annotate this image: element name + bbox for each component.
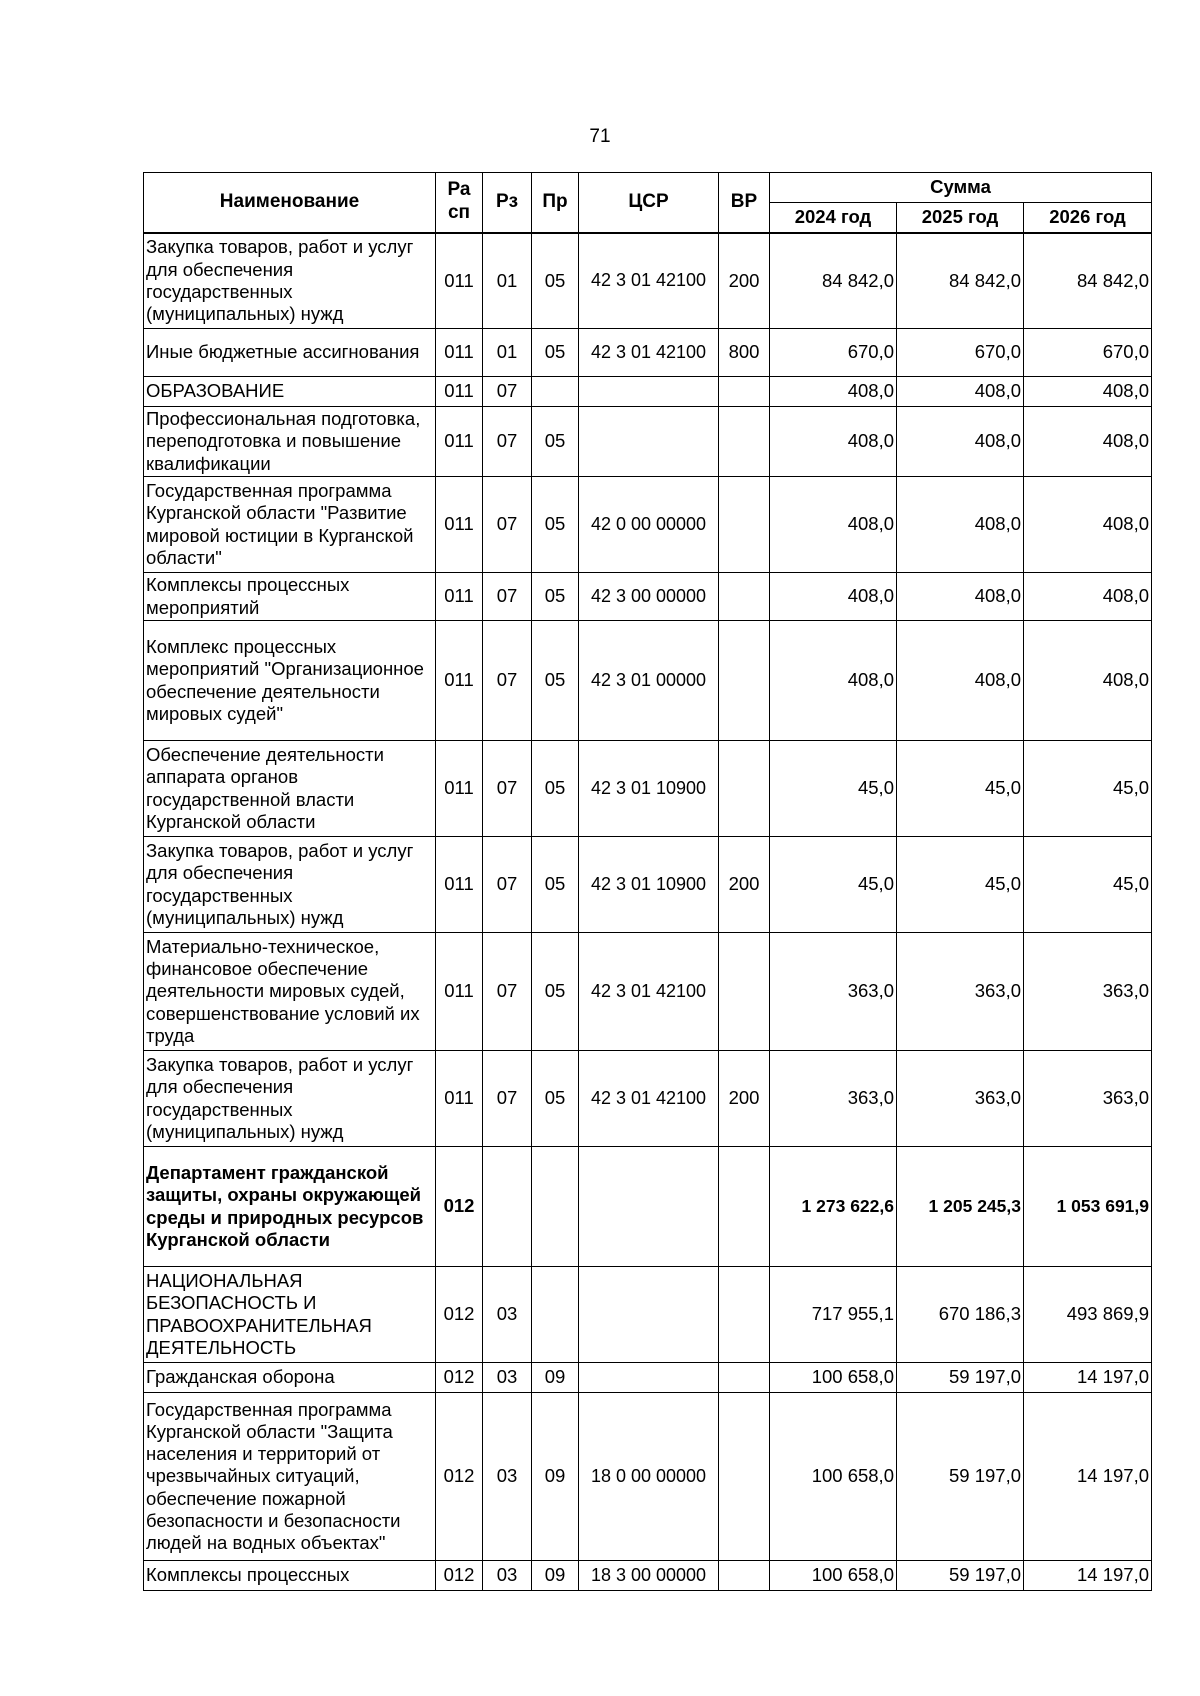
row-csr [579, 1363, 719, 1393]
row-csr: 42 3 01 42100 [579, 933, 719, 1051]
row-sum-2026: 14 197,0 [1024, 1363, 1152, 1393]
row-sum-2024: 408,0 [770, 621, 897, 741]
row-name: ОБРАЗОВАНИЕ [144, 377, 436, 407]
header-vr: ВР [719, 173, 770, 233]
row-name: Иные бюджетные ассигнования [144, 329, 436, 377]
row-sum-2024: 100 658,0 [770, 1393, 897, 1561]
row-sum-2026: 84 842,0 [1024, 233, 1152, 329]
row-sum-2024: 100 658,0 [770, 1363, 897, 1393]
row-sum-2025: 408,0 [897, 621, 1024, 741]
row-csr: 42 3 01 10900 [579, 741, 719, 837]
row-rz: 03 [483, 1561, 532, 1591]
row-name: Государственная программа Курганской области "Развитие мировой юстиции в Курганской области" [144, 477, 436, 573]
row-rasp: 012 [436, 1393, 483, 1561]
row-rz: 07 [483, 741, 532, 837]
row-pr: 05 [532, 933, 579, 1051]
row-pr [532, 1267, 579, 1363]
row-rz: 03 [483, 1363, 532, 1393]
row-csr: 42 3 01 10900 [579, 837, 719, 933]
row-sum-2025: 84 842,0 [897, 233, 1024, 329]
header-rasp [436, 173, 483, 233]
header-pr: Пр [532, 173, 579, 233]
row-csr: 42 0 00 00000 [579, 477, 719, 573]
row-sum-2025: 670,0 [897, 329, 1024, 377]
table-row [144, 233, 1152, 329]
row-vr: 200 [719, 1051, 770, 1147]
row-rasp: 012 [436, 1363, 483, 1393]
row-rasp: 011 [436, 233, 483, 329]
row-name: Комплексы процессных [144, 1561, 436, 1591]
table-row [144, 573, 1152, 621]
table-row [144, 377, 1152, 407]
row-pr [532, 377, 579, 407]
row-rz: 07 [483, 407, 532, 477]
row-sum-2025: 670 186,3 [897, 1267, 1024, 1363]
row-vr [719, 407, 770, 477]
row-pr: 05 [532, 573, 579, 621]
row-sum-2026: 14 197,0 [1024, 1561, 1152, 1591]
table-body [144, 233, 1152, 1591]
row-pr: 05 [532, 233, 579, 329]
row-pr: 05 [532, 1051, 579, 1147]
row-sum-2024: 45,0 [770, 741, 897, 837]
row-rasp: 011 [436, 1051, 483, 1147]
header-year-2026: 2026 год [1024, 203, 1152, 233]
row-csr: 42 3 01 42100 [579, 233, 719, 329]
header-name: Наименование [144, 173, 436, 233]
row-rz: 07 [483, 837, 532, 933]
row-sum-2025: 363,0 [897, 933, 1024, 1051]
row-name: Профессиональная подготовка, переподготовка и повышение квалификации [144, 407, 436, 477]
row-csr: 42 3 01 42100 [579, 1051, 719, 1147]
table-row [144, 1561, 1152, 1591]
row-rz: 07 [483, 1051, 532, 1147]
row-sum-2024: 84 842,0 [770, 233, 897, 329]
table-header [144, 173, 1152, 233]
row-name: Закупка товаров, работ и услуг для обеспечения государственных (муниципальных) нужд [144, 837, 436, 933]
row-vr [719, 1561, 770, 1591]
row-sum-2026: 408,0 [1024, 477, 1152, 573]
row-sum-2026: 408,0 [1024, 621, 1152, 741]
row-csr [579, 377, 719, 407]
row-vr [719, 933, 770, 1051]
row-csr: 18 0 00 00000 [579, 1393, 719, 1561]
row-rasp: 012 [436, 1147, 483, 1267]
row-sum-2024: 1 273 622,6 [770, 1147, 897, 1267]
row-vr [719, 621, 770, 741]
row-rz: 03 [483, 1267, 532, 1363]
row-vr [719, 1363, 770, 1393]
row-vr [719, 573, 770, 621]
row-sum-2026: 14 197,0 [1024, 1393, 1152, 1561]
row-name: Гражданская оборона [144, 1363, 436, 1393]
row-rasp: 011 [436, 407, 483, 477]
header-rasp-line2: сп [447, 202, 471, 224]
row-vr [719, 477, 770, 573]
row-vr [719, 1267, 770, 1363]
header-rz: Рз [483, 173, 532, 233]
row-vr: 800 [719, 329, 770, 377]
header-rasp-line1: Ра [447, 179, 471, 201]
row-rasp: 011 [436, 477, 483, 573]
row-rasp: 011 [436, 573, 483, 621]
row-vr [719, 1393, 770, 1561]
row-pr: 05 [532, 621, 579, 741]
table-row [144, 407, 1152, 477]
table-row [144, 1267, 1152, 1363]
row-name: Комплекс процессных мероприятий "Организационное обеспечение деятельности мировых судей" [144, 621, 436, 741]
table-row [144, 1147, 1152, 1267]
row-name: Закупка товаров, работ и услуг для обеспечения государственных (муниципальных) нужд [144, 1051, 436, 1147]
row-pr: 05 [532, 407, 579, 477]
header-sum: Сумма [770, 173, 1152, 203]
row-sum-2025: 408,0 [897, 477, 1024, 573]
row-rasp: 012 [436, 1561, 483, 1591]
row-rz: 07 [483, 477, 532, 573]
row-name: Закупка товаров, работ и услуг для обеспечения государственных (муниципальных) нужд [144, 233, 436, 329]
row-pr [532, 1147, 579, 1267]
row-rasp: 011 [436, 741, 483, 837]
row-sum-2024: 45,0 [770, 837, 897, 933]
row-sum-2025: 408,0 [897, 377, 1024, 407]
row-pr: 09 [532, 1393, 579, 1561]
row-sum-2026: 408,0 [1024, 573, 1152, 621]
row-sum-2025: 59 197,0 [897, 1363, 1024, 1393]
row-name: Материально-техническое, финансовое обеспечение деятельности мировых судей, совершенствование условий их труда [144, 933, 436, 1051]
row-pr: 09 [532, 1561, 579, 1591]
table-row [144, 621, 1152, 741]
row-sum-2024: 408,0 [770, 407, 897, 477]
row-sum-2026: 45,0 [1024, 837, 1152, 933]
row-rasp: 012 [436, 1267, 483, 1363]
row-sum-2026: 408,0 [1024, 407, 1152, 477]
row-rasp: 011 [436, 329, 483, 377]
row-sum-2026: 363,0 [1024, 933, 1152, 1051]
header-csr: ЦСР [579, 173, 719, 233]
row-vr: 200 [719, 837, 770, 933]
row-rz: 07 [483, 621, 532, 741]
row-rasp: 011 [436, 377, 483, 407]
table-row [144, 329, 1152, 377]
row-rz: 01 [483, 329, 532, 377]
row-rasp: 011 [436, 933, 483, 1051]
row-name: Департамент гражданской защиты, охраны окружающей среды и природных ресурсов Курганской области [144, 1147, 436, 1267]
row-sum-2024: 408,0 [770, 377, 897, 407]
row-rz [483, 1147, 532, 1267]
row-pr: 05 [532, 477, 579, 573]
row-sum-2026: 1 053 691,9 [1024, 1147, 1152, 1267]
row-sum-2026: 670,0 [1024, 329, 1152, 377]
row-csr: 42 3 01 00000 [579, 621, 719, 741]
row-sum-2026: 493 869,9 [1024, 1267, 1152, 1363]
row-csr [579, 1267, 719, 1363]
row-rz: 07 [483, 933, 532, 1051]
page-number: 71 [589, 126, 611, 147]
row-pr: 05 [532, 837, 579, 933]
table-row [144, 741, 1152, 837]
row-vr [719, 741, 770, 837]
row-name: Обеспечение деятельности аппарата органов государственной власти Курганской области [144, 741, 436, 837]
row-vr: 200 [719, 233, 770, 329]
row-rz: 01 [483, 233, 532, 329]
row-sum-2024: 363,0 [770, 933, 897, 1051]
row-name: НАЦИОНАЛЬНАЯ БЕЗОПАСНОСТЬ И ПРАВООХРАНИТЕЛЬНАЯ ДЕЯТЕЛЬНОСТЬ [144, 1267, 436, 1363]
row-sum-2024: 670,0 [770, 329, 897, 377]
row-sum-2026: 45,0 [1024, 741, 1152, 837]
header-year-2024: 2024 год [770, 203, 897, 233]
row-sum-2025: 1 205 245,3 [897, 1147, 1024, 1267]
row-name: Комплексы процессных мероприятий [144, 573, 436, 621]
row-sum-2025: 59 197,0 [897, 1561, 1024, 1591]
table-row [144, 1363, 1152, 1393]
row-name: Государственная программа Курганской области "Защита населения и территорий от чрезвычайных ситуаций, обеспечение пожарной безопасности и безопасности людей на водных объектах" [144, 1393, 436, 1561]
row-sum-2024: 100 658,0 [770, 1561, 897, 1591]
table-row [144, 1051, 1152, 1147]
row-pr: 05 [532, 329, 579, 377]
row-rz: 03 [483, 1393, 532, 1561]
row-csr: 42 3 00 00000 [579, 573, 719, 621]
row-vr [719, 377, 770, 407]
row-vr [719, 1147, 770, 1267]
row-rz: 07 [483, 573, 532, 621]
row-csr: 18 3 00 00000 [579, 1561, 719, 1591]
table-row [144, 933, 1152, 1051]
row-csr [579, 1147, 719, 1267]
row-csr [579, 407, 719, 477]
row-sum-2024: 408,0 [770, 573, 897, 621]
row-sum-2025: 363,0 [897, 1051, 1024, 1147]
row-pr: 09 [532, 1363, 579, 1393]
row-sum-2025: 45,0 [897, 741, 1024, 837]
table-row [144, 477, 1152, 573]
row-rz: 07 [483, 377, 532, 407]
row-rasp: 011 [436, 837, 483, 933]
table-row [144, 1393, 1152, 1561]
row-sum-2024: 717 955,1 [770, 1267, 897, 1363]
budget-table [143, 172, 1152, 1591]
row-csr: 42 3 01 42100 [579, 329, 719, 377]
row-sum-2025: 45,0 [897, 837, 1024, 933]
table-row [144, 837, 1152, 933]
row-sum-2025: 408,0 [897, 407, 1024, 477]
row-sum-2025: 59 197,0 [897, 1393, 1024, 1561]
row-rasp: 011 [436, 621, 483, 741]
header-year-2025: 2025 год [897, 203, 1024, 233]
row-sum-2026: 408,0 [1024, 377, 1152, 407]
row-sum-2025: 408,0 [897, 573, 1024, 621]
row-sum-2026: 363,0 [1024, 1051, 1152, 1147]
row-sum-2024: 408,0 [770, 477, 897, 573]
row-pr: 05 [532, 741, 579, 837]
row-sum-2024: 363,0 [770, 1051, 897, 1147]
